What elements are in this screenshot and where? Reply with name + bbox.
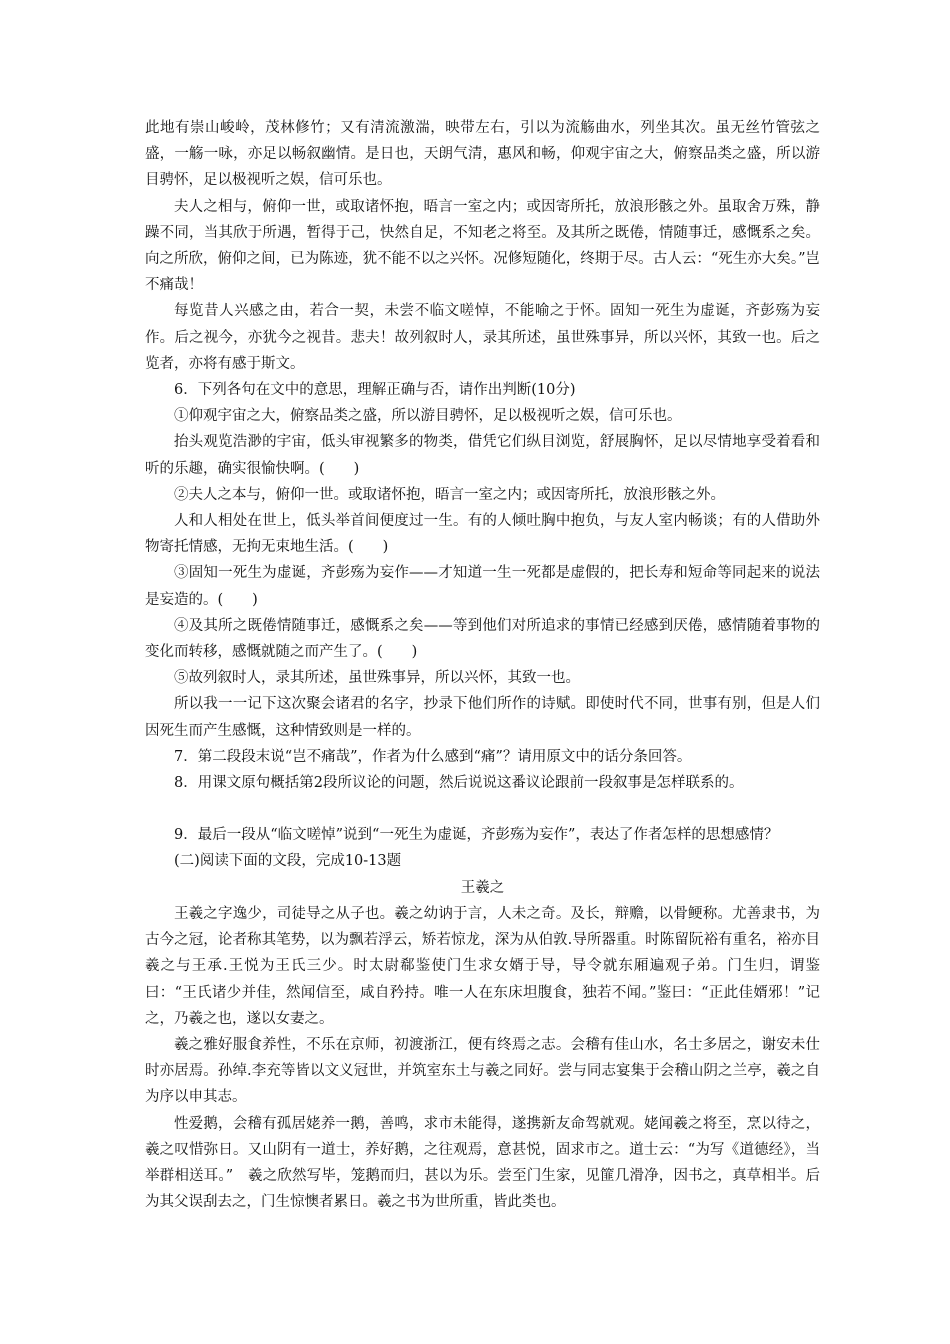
passage-two-paragraph: 性爱鹅，会稽有孤居姥养一鹅，善鸣，求市未能得，遂携新友命驾就观。姥闻羲之将至，烹以待之，羲之叹惜弥日。又山阴有一道士，养好鹅，之往观焉，意甚悦，固求市之。道士云：“为写《道德经》，当举群相送耳。” 羲之欣然写毕，笼鹅而归，甚以为乐。尝至门生家，见篚几滑净，因书之，真草相半。后为其父误刮去之，门生惊懊者累日。羲之书为世所重，皆此类也。 [145, 1115, 820, 1211]
section-two-heading: (二)阅读下面的文段，完成10-13题 [174, 853, 402, 870]
passage-two-paragraph: 羲之雅好服食养性，不乐在京师，初渡浙江，便有终焉之志。会稽有佳山水，名士多居之，谢安未仕时亦居焉。孙绰.李充等皆以文义冠世，并筑室东土与羲之同好。尝与同志宴集于会稽山阴之兰亭，羲之自为序以申其志。 [145, 1036, 820, 1106]
question-6-stem: 6．下列各句在文中的意思，理解正确与否，请作出判断(10分) [174, 382, 576, 399]
document-body [145, 115, 820, 1215]
question-6-item-5-translation: 所以我一一记下这次聚会诸君的名字，抄录下他们所作的诗赋。即使时代不同，世事有别，但是人们因死生而产生感慨，这种情致则是一样的。 [145, 696, 820, 739]
passage-paragraph: 每览昔人兴感之由，若合一契，未尝不临文嗟悼，不能喻之于怀。固知一死生为虚诞，齐彭殇为妄作。后之视今，亦犹今之视昔。悲夫！故列叙时人，录其所述，虽世殊事异，所以兴怀，其致一也。后之览者，亦将有感于斯文。 [145, 303, 820, 372]
question-6-item-2-translation: 人和人相处在世上，低头举首间便度过一生。有的人倾吐胸中抱负，与友人室内畅谈；有的人借助外物寄托情感，无拘无束地生活。( ) [145, 513, 820, 556]
passage-two-title: 王羲之 [460, 879, 505, 896]
question-6-item-1-translation: 抬头观览浩渺的宇宙，低头审视繁多的物类，借凭它们纵目浏览，舒展胸怀，足以尽情地享受着看和听的乐趣，确实很愉快啊。( ) [145, 434, 820, 477]
question-6-item-3: ③固知一死生为虚诞，齐彭殇为妄作——才知道一生一死都是虚假的，把长寿和短命等同起来的说法是妄造的。( ) [145, 565, 820, 608]
question-6-item-1: ①仰观宇宙之大，俯察品类之盛，所以游目骋怀，足以极视听之娱，信可乐也。 [174, 408, 682, 425]
passage-paragraph: 此地有崇山峻岭，茂林修竹；又有清流激湍，映带左右，引以为流觞曲水，列坐其次。虽无丝竹管弦之盛，一觞一咏，亦足以畅叙幽情。是日也，天朗气清，惠风和畅，仰观宇宙之大，俯察品类之盛，所以游目骋怀，足以极视听之娱，信可乐也。 [145, 120, 820, 189]
question-7: 7．第二段段末说“岂不痛哉”，作者为什么感到“痛”？请用原文中的话分条回答。 [174, 748, 692, 765]
question-6-item-2: ②夫人之本与，俯仰一世。或取诸怀抱，晤言一室之内；或因寄所托，放浪形骸之外。 [174, 486, 725, 503]
passage-paragraph: 夫人之相与，俯仰一世，或取诸怀抱，晤言一室之内；或因寄所托，放浪形骸之外。虽取舍万殊，静躁不同，当其欣于所遇，暂得于己，快然自足，不知老之将至。及其所之既倦，情随事迁，感慨系之矣。向之所欣，俯仰之间，已为陈迹，犹不能不以之兴怀。况修短随化，终期于尽。古人云：“死生亦大矣。”岂不痛哉！ [145, 198, 820, 294]
question-6-item-5: ⑤故列叙时人，录其所述，虽世殊事异，所以兴怀，其致一也。 [174, 670, 580, 687]
passage-two-paragraph: 王羲之字逸少，司徒导之从子也。羲之幼讷于言，人未之奇。及长，辩赡，以骨鲠称。尤善隶书，为古今之冠，论者称其笔势，以为飘若浮云，矫若惊龙，深为从伯敦.导所器重。时陈留阮裕有重名，裕亦目羲之与王承.王悦为王氏三少。时太尉郗鉴使门生求女婿于导，导令就东厢遍观子弟。门生归，谓鉴曰：“王氏诸少并佳，然闻信至，咸自矜持。唯一人在东床坦腹食，独若不闻。”鉴曰：“正此佳婿邪！”记之，乃羲之也，遂以女妻之。 [145, 905, 820, 1027]
question-9: 9．最后一段从“临文嗟悼”说到“一死生为虚诞，齐彭殇为妄作”，表达了作者怎样的思想感情？ [174, 827, 779, 844]
question-8: 8．用课文原句概括第2段所议论的问题，然后说说这番议论跟前一段叙事是怎样联系的。 [174, 775, 744, 792]
question-6-item-4: ④及其所之既倦情随事迁，感慨系之矣——等到他们对所追求的事情已经感到厌倦，感情随着事物的变化而转移，感慨就随之而产生了。( ) [145, 617, 820, 661]
